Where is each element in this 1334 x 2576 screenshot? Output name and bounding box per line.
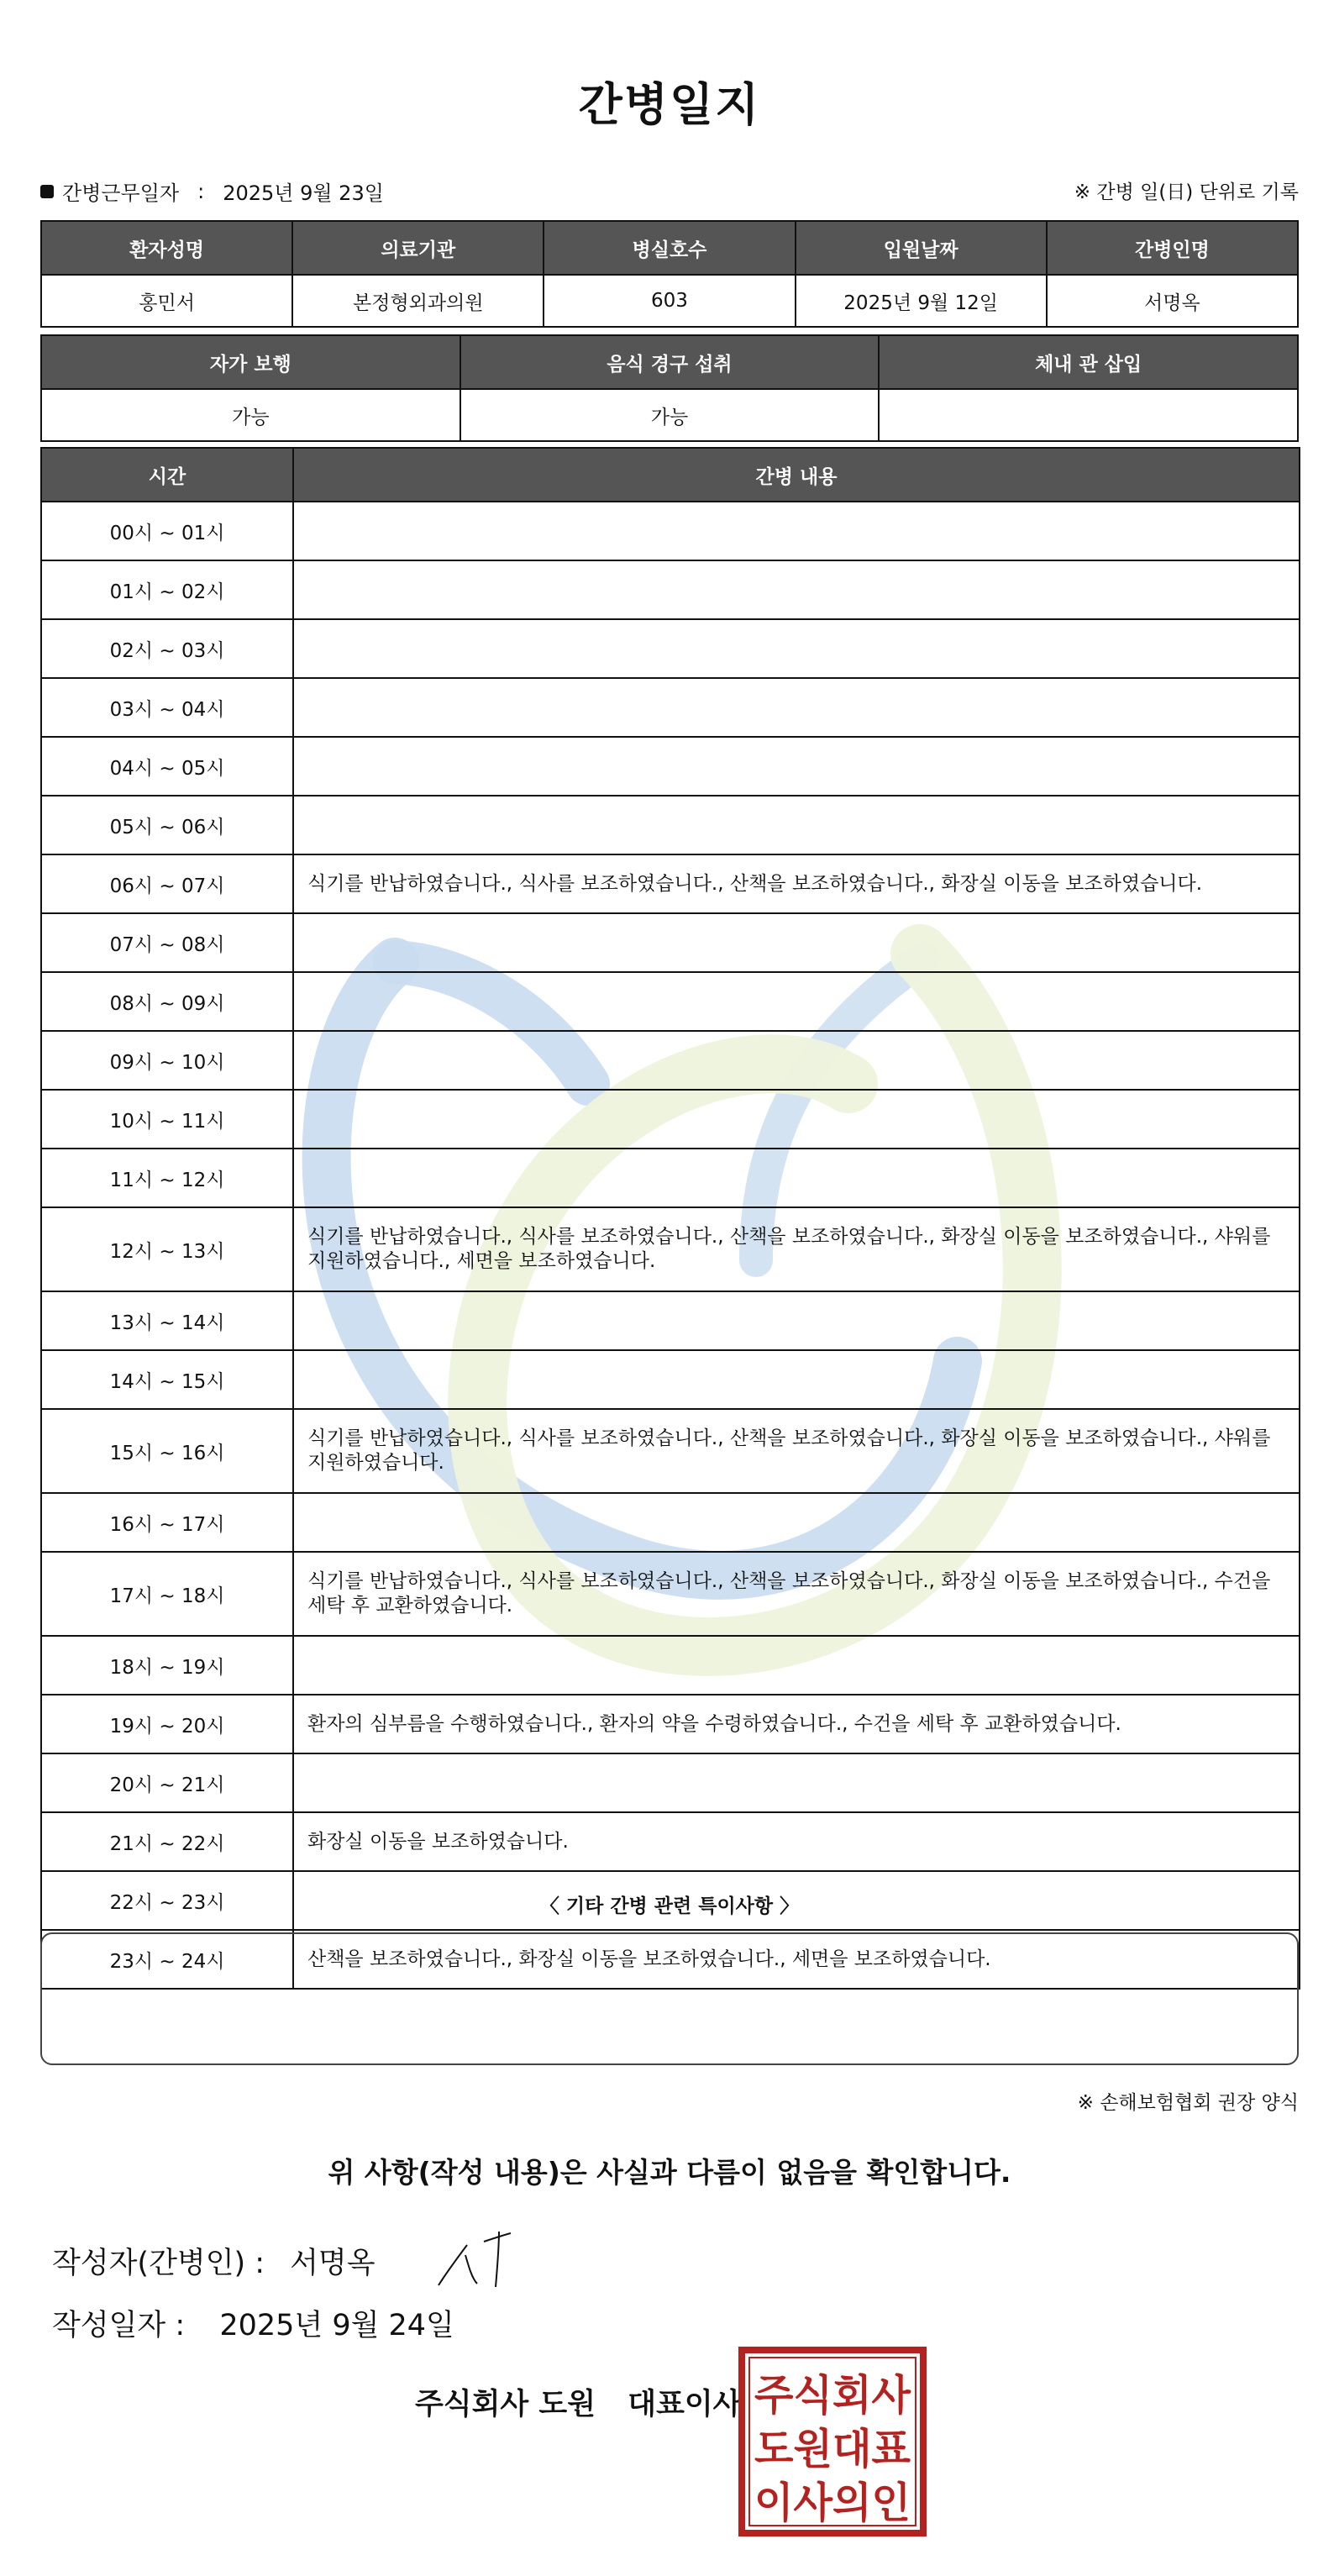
patient-info-table bbox=[40, 220, 1299, 328]
table-row bbox=[41, 1636, 1300, 1695]
care-content bbox=[293, 737, 1300, 796]
care-content bbox=[293, 502, 1300, 560]
writer-name: 서명옥 bbox=[290, 2247, 376, 2280]
time-slot: 11시 ~ 12시 bbox=[41, 1149, 293, 1207]
form-footnote: ※ 손해보험협회 권장 양식 bbox=[1077, 2092, 1299, 2114]
care-content: 식기를 반납하였습니다., 식사를 보조하였습니다., 산책을 보조하였습니다., 화장실 이동을 보조하였습니다. bbox=[293, 854, 1300, 913]
table-row bbox=[41, 1207, 1300, 1291]
care-log-body bbox=[41, 502, 1300, 1989]
header-tube-insertion: 체내 관 삽입 bbox=[879, 335, 1298, 389]
company-signature-line bbox=[415, 2381, 741, 2423]
header-hospital: 의료기관 bbox=[292, 221, 544, 275]
work-date-row bbox=[40, 176, 384, 206]
time-slot: 21시 ~ 22시 bbox=[41, 1812, 293, 1871]
care-content: 식기를 반납하였습니다., 식사를 보조하였습니다., 산책을 보조하였습니다., 화장실 이동을 보조하였습니다., 샤워를 지원하였습니다., 세면을 보조하였습니다. bbox=[293, 1207, 1300, 1291]
writer-label: 작성자(간병인) : bbox=[52, 2247, 265, 2280]
table-row bbox=[41, 1350, 1300, 1409]
table-row bbox=[41, 619, 1300, 678]
time-slot: 07시 ~ 08시 bbox=[41, 913, 293, 972]
admission-date: 2025년 9월 12일 bbox=[796, 275, 1047, 327]
time-slot: 09시 ~ 10시 bbox=[41, 1031, 293, 1090]
table-row bbox=[41, 502, 1300, 560]
time-slot: 03시 ~ 04시 bbox=[41, 678, 293, 737]
svg-text:이사의인: 이사의인 bbox=[754, 2479, 911, 2527]
table-header-row bbox=[41, 221, 1298, 275]
notes-title: 〈 기타 간병 관련 특이사항 〉 bbox=[539, 1895, 800, 1917]
table-row bbox=[41, 275, 1298, 327]
table-header-row bbox=[41, 448, 1300, 502]
table-row bbox=[41, 1493, 1300, 1552]
header-care-content: 간병 내용 bbox=[293, 448, 1300, 502]
document-title: 간병일지 bbox=[578, 78, 761, 131]
care-content: 식기를 반납하였습니다., 식사를 보조하였습니다., 산책을 보조하였습니다., 화장실 이동을 보조하였습니다., 수건을 세탁 후 교환하였습니다. bbox=[293, 1552, 1300, 1636]
time-slot: 10시 ~ 11시 bbox=[41, 1090, 293, 1149]
care-content bbox=[293, 1493, 1300, 1552]
table-row bbox=[41, 1409, 1300, 1493]
table-row bbox=[41, 1031, 1300, 1090]
header-patient-name: 환자성명 bbox=[41, 221, 292, 275]
oral-intake-value: 가능 bbox=[460, 389, 880, 441]
time-slot: 12시 ~ 13시 bbox=[41, 1207, 293, 1291]
table-row bbox=[41, 389, 1298, 441]
care-content bbox=[293, 1636, 1300, 1695]
tube-insertion-value bbox=[879, 389, 1298, 441]
care-content bbox=[293, 972, 1300, 1031]
write-date-label: 작성일자 : bbox=[52, 2309, 186, 2342]
time-slot: 01시 ~ 02시 bbox=[41, 560, 293, 619]
time-slot: 08시 ~ 09시 bbox=[41, 972, 293, 1031]
time-slot: 23시 ~ 24시 bbox=[41, 1930, 293, 1989]
table-row bbox=[41, 913, 1300, 972]
svg-text:주식회사: 주식회사 bbox=[754, 2371, 911, 2420]
care-content bbox=[293, 560, 1300, 619]
time-slot: 20시 ~ 21시 bbox=[41, 1753, 293, 1812]
time-slot: 04시 ~ 05시 bbox=[41, 737, 293, 796]
write-date-row bbox=[52, 2302, 454, 2344]
care-content bbox=[293, 678, 1300, 737]
table-row bbox=[41, 1552, 1300, 1636]
time-slot: 02시 ~ 03시 bbox=[41, 619, 293, 678]
table-row bbox=[41, 1753, 1300, 1812]
notes-box bbox=[40, 1932, 1299, 2065]
work-date-separator: : bbox=[197, 179, 205, 203]
care-content: 환자의 심부름을 수행하였습니다., 환자의 약을 수령하였습니다., 수건을 세탁 후 교환하였습니다. bbox=[293, 1695, 1300, 1753]
company-name: 주식회사 도원 bbox=[415, 2388, 596, 2421]
header-oral-intake: 음식 경구 섭취 bbox=[460, 335, 880, 389]
care-content: 산책을 보조하였습니다., 화장실 이동을 보조하였습니다., 세면을 보조하였습니다. bbox=[293, 1930, 1300, 1989]
company-seal-stamp bbox=[738, 2346, 927, 2537]
time-slot: 14시 ~ 15시 bbox=[41, 1350, 293, 1409]
header-admission-date: 입원날짜 bbox=[796, 221, 1047, 275]
time-slot: 13시 ~ 14시 bbox=[41, 1291, 293, 1350]
table-row bbox=[41, 1812, 1300, 1871]
table-row bbox=[41, 1695, 1300, 1753]
patient-name: 홍민서 bbox=[41, 275, 292, 327]
svg-text:도원대표: 도원대표 bbox=[754, 2425, 911, 2473]
care-content bbox=[293, 1753, 1300, 1812]
time-slot: 06시 ~ 07시 bbox=[41, 854, 293, 913]
header-time: 시간 bbox=[41, 448, 293, 502]
table-row bbox=[41, 1291, 1300, 1350]
time-slot: 22시 ~ 23시 bbox=[41, 1871, 293, 1930]
self-walking-value: 가능 bbox=[41, 389, 460, 441]
table-row bbox=[41, 678, 1300, 737]
table-row bbox=[41, 1090, 1300, 1149]
care-content bbox=[293, 1090, 1300, 1149]
table-row bbox=[41, 854, 1300, 913]
time-slot: 00시 ~ 01시 bbox=[41, 502, 293, 560]
care-content bbox=[293, 619, 1300, 678]
hospital-name: 본정형외과의원 bbox=[292, 275, 544, 327]
header-caregiver: 간병인명 bbox=[1047, 221, 1298, 275]
care-content bbox=[293, 913, 1300, 972]
time-slot: 05시 ~ 06시 bbox=[41, 796, 293, 854]
time-slot: 16시 ~ 17시 bbox=[41, 1493, 293, 1552]
table-row bbox=[41, 1149, 1300, 1207]
care-content bbox=[293, 1031, 1300, 1090]
room-number: 603 bbox=[544, 275, 795, 327]
table-row bbox=[41, 972, 1300, 1031]
write-date-value: 2025년 9월 24일 bbox=[219, 2309, 454, 2342]
confirmation-statement: 위 사항(작성 내용)은 사실과 다름이 없음을 확인합니다. bbox=[328, 2156, 1011, 2189]
table-row bbox=[41, 796, 1300, 854]
care-content bbox=[293, 1149, 1300, 1207]
care-content bbox=[293, 796, 1300, 854]
care-content bbox=[293, 1291, 1300, 1350]
company-title: 대표이사 bbox=[628, 2388, 742, 2421]
writer-row bbox=[52, 2240, 376, 2282]
header-room: 병실호수 bbox=[544, 221, 795, 275]
care-log-table bbox=[40, 447, 1300, 1990]
table-row bbox=[41, 560, 1300, 619]
care-content: 화장실 이동을 보조하였습니다. bbox=[293, 1812, 1300, 1871]
patient-status-table bbox=[40, 334, 1299, 442]
work-date-value: 2025년 9월 23일 bbox=[223, 181, 384, 205]
time-slot: 19시 ~ 20시 bbox=[41, 1695, 293, 1753]
header-self-walking: 자가 보행 bbox=[41, 335, 460, 389]
caregiver-name: 서명옥 bbox=[1047, 275, 1298, 327]
table-header-row bbox=[41, 335, 1298, 389]
record-note: ※ 간병 일(日) 단위로 기록 bbox=[1074, 181, 1299, 203]
handwritten-signature bbox=[423, 2220, 533, 2295]
square-bullet-icon bbox=[40, 185, 54, 198]
table-row bbox=[41, 737, 1300, 796]
care-content: 식기를 반납하였습니다., 식사를 보조하였습니다., 산책을 보조하였습니다., 화장실 이동을 보조하였습니다., 샤워를 지원하였습니다. bbox=[293, 1409, 1300, 1493]
time-slot: 17시 ~ 18시 bbox=[41, 1552, 293, 1636]
work-date-label: 간병근무일자 bbox=[62, 181, 180, 205]
time-slot: 18시 ~ 19시 bbox=[41, 1636, 293, 1695]
care-content bbox=[293, 1350, 1300, 1409]
time-slot: 15시 ~ 16시 bbox=[41, 1409, 293, 1493]
